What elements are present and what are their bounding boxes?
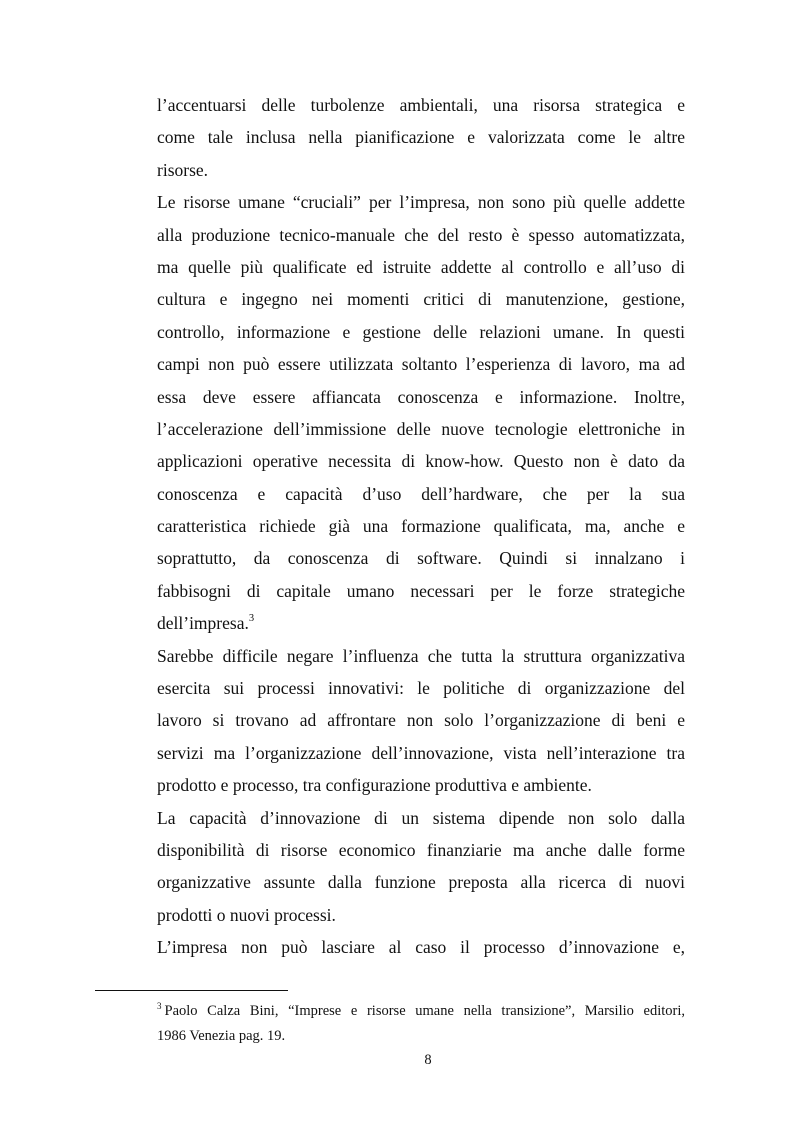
text-line: lavoro si trovano ad affrontare non solo l’organizzazione di beni e (157, 710, 685, 731)
text-line: esercita sui processi innovativi: le politiche di organizzazione del (157, 678, 685, 699)
text-line: risorse. (157, 159, 209, 180)
text-line: applicazioni operative necessita di know-how. Questo non è dato da (157, 451, 685, 472)
text-line: prodotto e processo, tra configurazione produttiva e ambiente. (157, 775, 592, 796)
text-line: L’impresa non può lasciare al caso il processo d’innovazione e, (157, 937, 685, 958)
text-line: come tale inclusa nella pianificazione e valorizzata come le altre (157, 127, 685, 148)
text-line: Sarebbe difficile negare l’influenza che tutta la struttura organizzativa (157, 645, 685, 666)
text-line: l’accelerazione dell’immissione delle nuove tecnologie elettroniche in (157, 418, 685, 439)
text-line: prodotti o nuovi processi. (157, 904, 336, 925)
text-line: essa deve essere affiancata conoscenza e informazione. Inoltre, (157, 386, 685, 407)
page-number: 8 (424, 1052, 432, 1068)
text-line: Le risorse umane “cruciali” per l’impresa, non sono più quelle addette (157, 192, 685, 213)
text-line: organizzative assunte dalla funzione preposta alla ricerca di nuovi (157, 872, 685, 893)
text-line: cultura e ingegno nei momenti critici di manutenzione, gestione, (157, 289, 685, 310)
footnote-marker: 3 (157, 1001, 162, 1011)
footnote-text: Paolo Calza Bini, “Imprese e risorse umane nella transizione”, Marsilio editori, (164, 1003, 685, 1019)
text-line: l’accentuarsi delle turbolenze ambientali, una risorsa strategica e (157, 95, 685, 115)
footnote-reference[interactable]: 3 (248, 613, 255, 625)
footnote-separator (95, 990, 288, 991)
text-line: controllo, informazione e gestione delle relazioni umane. In questi (157, 321, 685, 342)
text-line: soprattutto, da conoscenza di software. Quindi si innalzano i (157, 548, 685, 569)
text-line: ma quelle più qualificate ed istruite addette al controllo e all’uso di (157, 256, 685, 277)
text-line: conoscenza e capacità d’uso dell’hardware, che per la sua (157, 483, 685, 504)
footnote-line: 1986 Venezia pag. 19. (157, 1028, 286, 1044)
text-line-content: dell’impresa. (157, 613, 249, 634)
text-line: fabbisogni di capitale umano necessari per le forze strategiche (157, 580, 685, 601)
text-line: campi non può essere utilizzata soltanto l’esperienza di lavoro, ma ad (157, 354, 685, 375)
text-line: La capacità d’innovazione di un sistema dipende non solo dalla (157, 807, 685, 828)
footnote (157, 999, 685, 1049)
text-line: alla produzione tecnico-manuale che del resto è spesso automatizzata, (157, 224, 685, 245)
text-line: disponibilità di risorse economico finanziarie ma anche dalle forme (157, 839, 685, 860)
text-line (157, 607, 685, 639)
text-line: servizi ma l’organizzazione dell’innovazione, vista nell’interazione tra (157, 742, 685, 763)
footnote-line (157, 999, 685, 1024)
text-line: caratteristica richiede già una formazione qualificata, ma, anche e (157, 516, 685, 537)
body-text (157, 89, 685, 964)
